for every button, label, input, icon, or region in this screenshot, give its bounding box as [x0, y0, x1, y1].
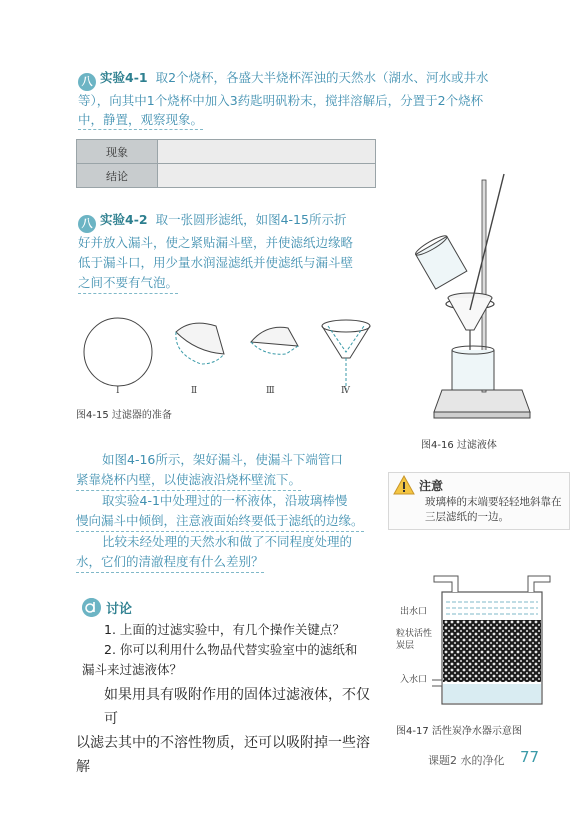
filter-paper-quarter: [251, 327, 298, 354]
experiment-title: 实验4-2: [100, 212, 148, 227]
experiment-text-line: 低于漏斗口，用少量水润湿滤纸并使滤纸与漏斗壁: [78, 255, 354, 270]
note-title: 注意: [419, 479, 444, 493]
page-number: 77: [520, 748, 540, 766]
filtration-apparatus: [412, 150, 552, 424]
table-row: [77, 140, 376, 164]
table-cell: [158, 140, 376, 164]
experiment-text-line: 等），向其中1个烧杯中加入3药匙明矾粉末，搅拌溶解后，分置于2个烧杯: [78, 93, 484, 108]
experiment-text-line: 取一张圆形滤纸，如图4-15所示折: [155, 212, 347, 227]
experiment-icon: 八: [78, 73, 96, 91]
paragraph-line: 紧靠烧杯内壁，以使滤液沿烧杯壁流下。: [76, 470, 301, 491]
paragraph-line: 水，它们的清澈程度有什么差别？: [76, 552, 264, 573]
discussion-title: 讨论: [106, 602, 133, 617]
table-cell: [158, 164, 376, 188]
stand-base: [434, 390, 530, 412]
paragraph-line: 比较未经处理的天然水和做了不同程度处理的: [102, 534, 353, 549]
experiment-text-line: 取2个烧杯，各盛大半烧杯浑浊的天然水（湖水、河水或井水: [155, 70, 489, 85]
experiment-title: 实验4-1: [100, 70, 148, 85]
fig-label-4: Ⅳ: [341, 386, 350, 396]
fig-label-3: Ⅲ: [266, 386, 275, 396]
table-row: [77, 164, 376, 188]
warning-icon: [393, 475, 415, 495]
carbon-layer: [443, 620, 541, 682]
experiment-icon: 八: [78, 215, 96, 233]
discussion-icon: [82, 598, 101, 617]
experiment-4-1: [78, 68, 548, 130]
chapter-footer: 课题2 水的净化: [428, 754, 505, 767]
filter-cone-funnel: [322, 320, 370, 392]
pouring-beaker: [414, 233, 467, 289]
outlet-pipe: [434, 576, 458, 592]
observation-table: [76, 139, 376, 188]
paragraph-line: 如图4-16所示，架好漏斗，使漏斗下端管口: [102, 452, 343, 467]
table-label-conclusion: 结论: [77, 164, 158, 188]
fig-label-1: Ⅰ: [116, 386, 120, 396]
note-box: [388, 472, 570, 530]
paragraph-line: 以滤去其中的不溶性物质，还可以吸附掉一些溶解: [76, 735, 370, 775]
paragraph-line: 如果用具有吸附作用的固体过滤液体，不仅可: [104, 687, 370, 727]
label-outlet: 出水口: [400, 607, 428, 617]
figure-caption: 图4-15 过滤器的准备: [76, 410, 172, 421]
experiment-4-2: [78, 210, 378, 294]
paragraph-line: 取实验4-1中处理过的一杯液体，沿玻璃棒慢: [102, 493, 348, 508]
fig-label-2: Ⅱ: [191, 386, 198, 396]
filter-paper-half: [176, 323, 224, 364]
filter-paper-circle: [84, 318, 152, 386]
discussion-question-2-cont: 漏斗来过滤液体？: [82, 662, 183, 677]
note-body: 玻璃棒的末端要轻轻地斜靠在三层滤纸的一边。: [425, 496, 562, 523]
filter-folding-diagram: [76, 312, 376, 396]
glass-rod: [470, 174, 504, 310]
procedure-paragraph: [76, 450, 386, 573]
figure-caption: 图4-16 过滤液体: [421, 440, 497, 451]
body-paragraph: [76, 683, 382, 779]
inlet-pipe: [432, 680, 442, 686]
experiment-text-line: 好并放入漏斗，使之紧贴漏斗壁，并使滤纸边缘略: [78, 235, 354, 250]
collecting-beaker: [452, 350, 494, 390]
figure-caption: 图4-17 活性炭净水器示意图: [396, 726, 522, 737]
discussion-question-1: 1. 上面的过滤实验中，有几个操作关键点？: [104, 622, 345, 637]
discussion-question-2: 2. 你可以利用什么物品代替实验室中的滤纸和: [104, 642, 358, 657]
experiment-text-line: 之间不要有气泡。: [78, 273, 178, 294]
table-label-phenomenon: 现象: [77, 140, 158, 164]
paragraph-line: 慢向漏斗中倾倒，注意液面始终要低于滤纸的边缘。: [76, 511, 364, 532]
carbon-filter-diagram: [432, 572, 552, 708]
experiment-text-line: 中，静置，观察现象。: [78, 110, 203, 130]
label-carbon-layer: 粒状活性炭层: [396, 629, 433, 651]
label-inlet: 入水口: [400, 675, 428, 685]
inlet-water: [443, 684, 541, 703]
